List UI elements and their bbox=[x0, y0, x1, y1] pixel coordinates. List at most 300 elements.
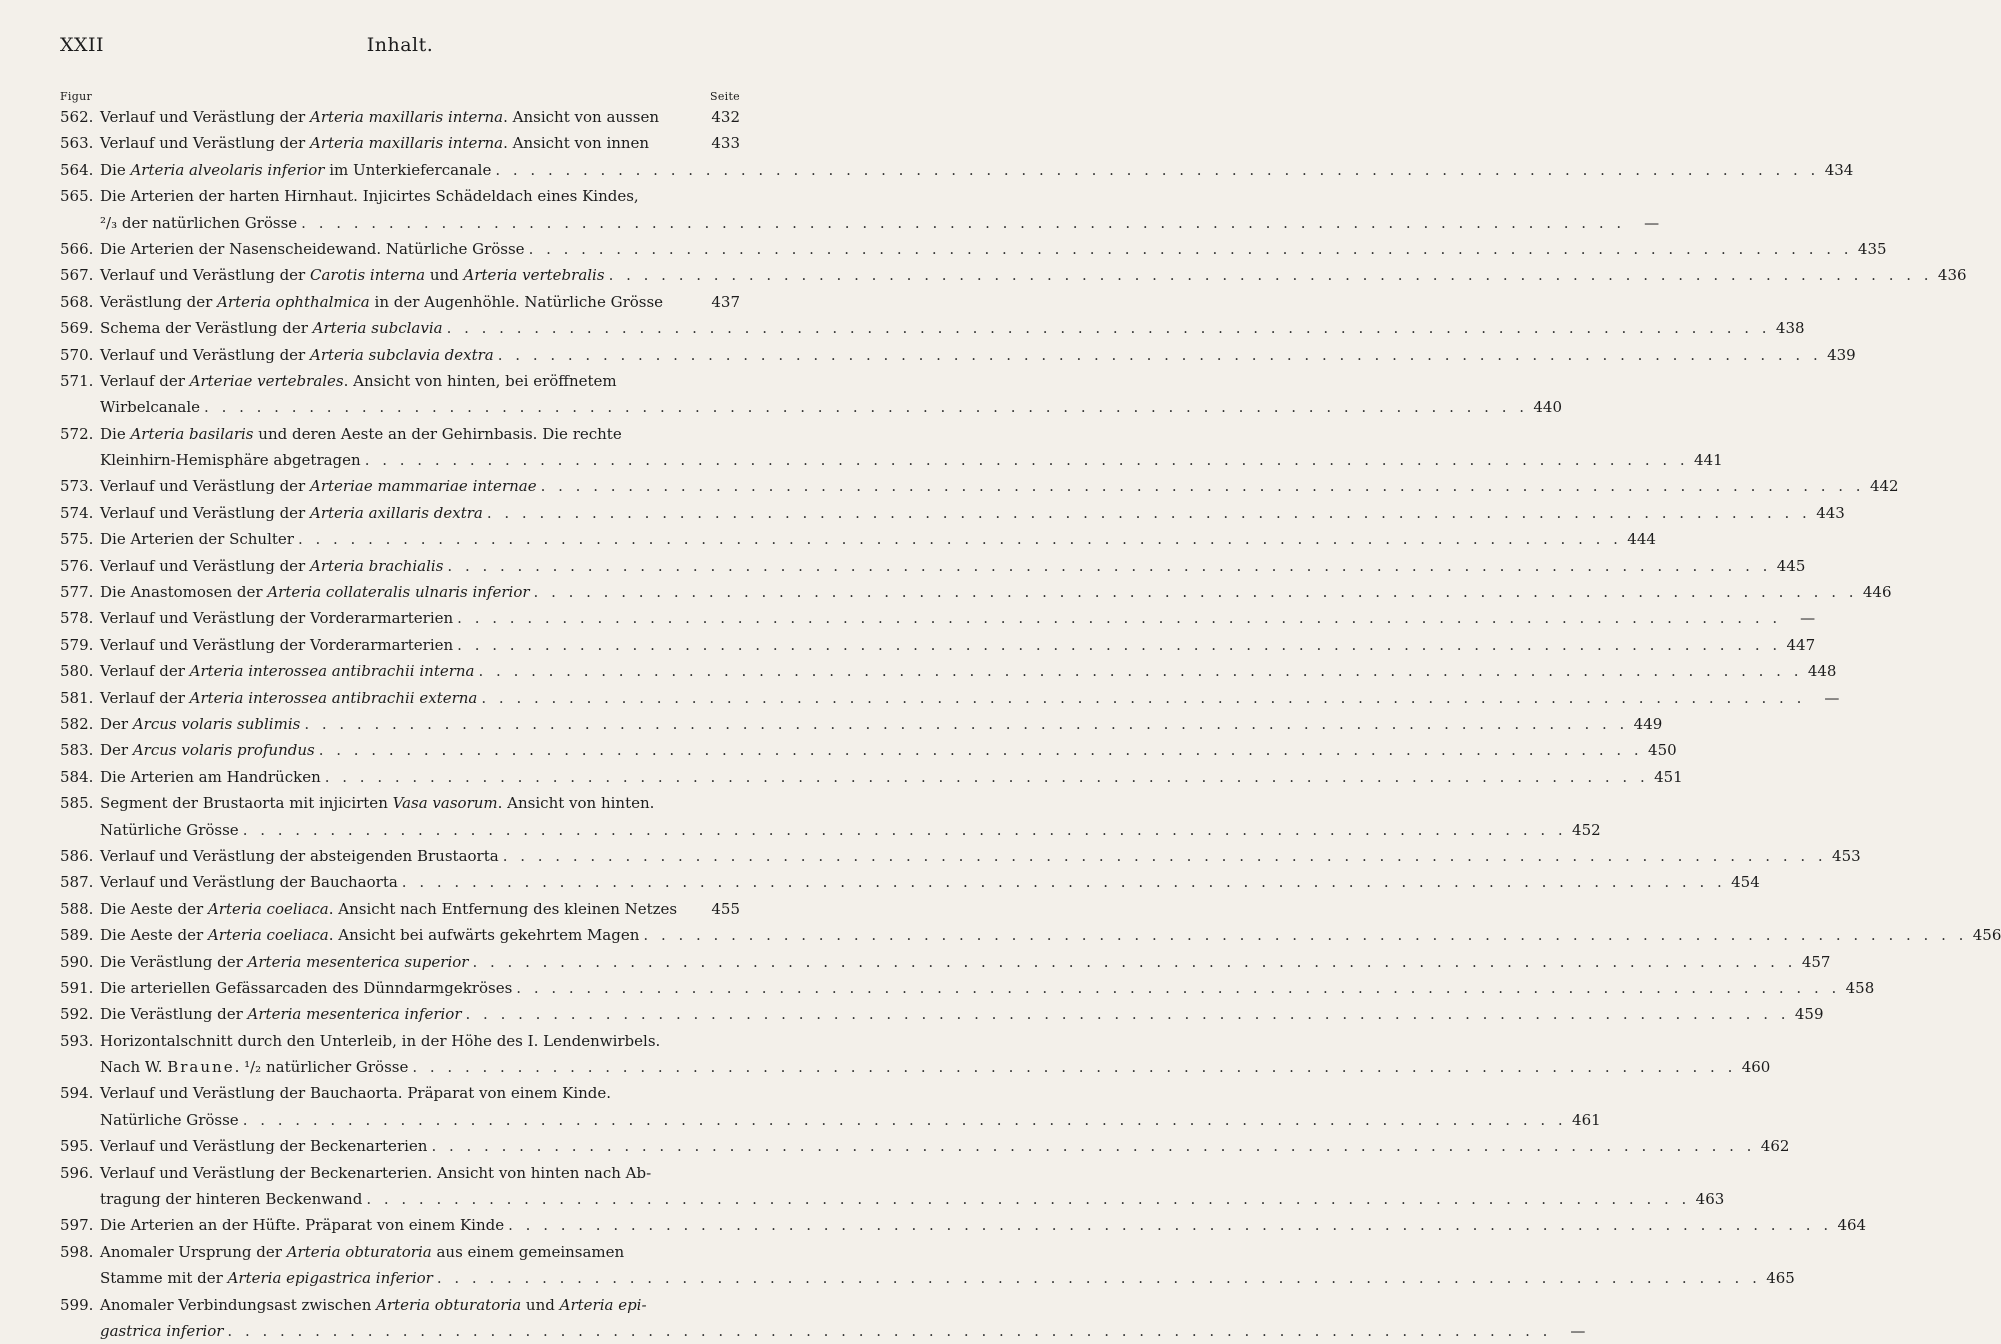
page-reference: 435 bbox=[1857, 239, 1887, 258]
toc-line bbox=[60, 1028, 740, 1054]
figure-caption bbox=[100, 843, 499, 869]
page-number: XXII bbox=[60, 34, 105, 56]
figure-caption bbox=[100, 473, 537, 499]
caption-text: Die Verästlung der bbox=[100, 1005, 248, 1024]
latin-term: gastrica inferior bbox=[100, 1321, 224, 1340]
caption-text: und bbox=[521, 1295, 560, 1314]
caption-text: Verlauf und Verästlung der absteigenden Brustaorta bbox=[100, 846, 499, 865]
figure-caption bbox=[100, 368, 617, 394]
figure-number: 570. bbox=[60, 345, 94, 364]
caption-text: Verlauf und Verästlung der bbox=[100, 345, 310, 364]
page-reference: — bbox=[1570, 1321, 1586, 1340]
page-reference: 439 bbox=[1827, 345, 1856, 364]
figure-caption bbox=[100, 421, 622, 447]
figure-number: 583. bbox=[60, 741, 94, 760]
page-reference: 464 bbox=[1837, 1216, 1867, 1235]
dot-leader bbox=[204, 394, 1528, 420]
caption-text: und deren Aeste an der Gehirnbasis. Die rechte bbox=[253, 424, 622, 443]
figure-caption bbox=[100, 500, 483, 526]
toc-line bbox=[60, 1054, 1771, 1080]
toc-line bbox=[60, 526, 1656, 552]
figure-caption bbox=[100, 447, 361, 473]
toc-entry bbox=[60, 605, 1816, 631]
toc-line bbox=[60, 130, 740, 156]
caption-text: Horizontalschnitt durch den Unterleib, in der Höhe des I. Lendenwirbels. bbox=[100, 1031, 661, 1050]
dot-leader bbox=[503, 843, 1827, 869]
caption-text: Die bbox=[100, 160, 131, 179]
dot-leader bbox=[366, 1186, 1690, 1212]
caption-text: und bbox=[425, 266, 464, 285]
toc-line bbox=[60, 975, 1875, 1001]
latin-term: Arteria interossea antibrachii externa bbox=[189, 688, 478, 707]
figure-caption bbox=[100, 869, 398, 895]
toc-entry bbox=[60, 315, 1805, 341]
figure-number: 582. bbox=[60, 714, 94, 733]
figure-caption bbox=[100, 526, 294, 552]
toc-entry bbox=[60, 975, 1875, 1001]
toc-line bbox=[60, 315, 1805, 341]
dot-leader bbox=[243, 817, 1567, 843]
figure-number: 584. bbox=[60, 767, 94, 786]
toc-line bbox=[60, 896, 740, 922]
caption-text: Verlauf und Verästlung der bbox=[100, 556, 310, 575]
page-title: Inhalt. bbox=[366, 34, 434, 56]
toc-line bbox=[60, 342, 1856, 368]
dot-leader bbox=[437, 1265, 1761, 1291]
toc-entry bbox=[60, 764, 1683, 790]
latin-term: Arteria coeliaca bbox=[207, 899, 329, 918]
page-reference: — bbox=[1644, 213, 1660, 232]
toc-line bbox=[60, 605, 1816, 631]
figure-caption bbox=[100, 342, 494, 368]
caption-text: Die Aeste der bbox=[100, 926, 208, 945]
toc-line bbox=[60, 1107, 1601, 1133]
dot-leader bbox=[457, 632, 1781, 658]
toc-line bbox=[60, 104, 740, 130]
figure-caption bbox=[100, 632, 453, 658]
toc-line bbox=[60, 658, 1837, 684]
figure-caption bbox=[100, 1028, 660, 1054]
latin-term: Arteria maxillaris interna bbox=[310, 134, 504, 153]
caption-text: . Ansicht von innen bbox=[503, 134, 650, 153]
dot-leader bbox=[412, 1054, 1736, 1080]
latin-term: Arteriae mammariae internae bbox=[310, 477, 537, 496]
figure-caption bbox=[100, 737, 315, 763]
figure-caption bbox=[100, 685, 477, 711]
running-head bbox=[60, 34, 740, 64]
toc-entry bbox=[60, 843, 1861, 869]
caption-text: . Ansicht nach Entfernung des kleinen Netzes bbox=[328, 899, 678, 918]
caption-text: . Ansicht von aussen bbox=[503, 108, 659, 126]
figure-caption bbox=[100, 1212, 504, 1238]
latin-term: Arteria obturatoria bbox=[286, 1242, 432, 1261]
caption-text: . ¹/₂ natürlicher Grösse bbox=[234, 1058, 409, 1077]
caption-text: Schema der Verästlung der bbox=[100, 319, 313, 338]
figure-caption bbox=[100, 896, 677, 922]
toc-entry bbox=[60, 1292, 1586, 1344]
latin-term: Arteria mesenterica inferior bbox=[247, 1005, 462, 1024]
page-reference: 462 bbox=[1760, 1137, 1790, 1156]
caption-text: Kleinhirn-Hemisphäre abgetragen bbox=[100, 451, 361, 470]
toc-line bbox=[60, 1186, 1725, 1212]
page-reference: 445 bbox=[1776, 556, 1806, 575]
caption-text: Die Arterien am Handrücken bbox=[100, 767, 321, 786]
figure-number: 598. bbox=[60, 1242, 94, 1261]
latin-term: Arcus volaris profundus bbox=[132, 741, 315, 760]
figure-number: 580. bbox=[60, 662, 94, 681]
toc-entry bbox=[60, 1028, 1771, 1081]
toc-entry bbox=[60, 790, 1601, 843]
toc-line bbox=[60, 394, 1563, 420]
caption-text: Die Verästlung der bbox=[100, 952, 248, 971]
toc-line bbox=[60, 949, 1831, 975]
figure-caption bbox=[100, 949, 468, 975]
toc-entry bbox=[60, 500, 1845, 526]
page-reference: 456 bbox=[1972, 926, 2001, 945]
figure-caption bbox=[100, 1318, 223, 1344]
figure-number: 581. bbox=[60, 688, 94, 707]
figure-caption bbox=[100, 262, 605, 288]
figure-caption bbox=[100, 1107, 239, 1133]
latin-term: Vasa vasorum bbox=[392, 794, 498, 813]
toc-line bbox=[60, 579, 1892, 605]
toc-entry bbox=[60, 1001, 1824, 1027]
caption-text: Anomaler Verbindungsast zwischen bbox=[100, 1295, 377, 1314]
figure-number: 597. bbox=[60, 1216, 94, 1235]
toc-line bbox=[60, 764, 1683, 790]
toc-line bbox=[60, 473, 1899, 499]
page-reference: 449 bbox=[1633, 714, 1663, 733]
page-reference: 451 bbox=[1654, 767, 1683, 786]
caption-text: Die Aeste der bbox=[100, 899, 208, 918]
figure-number: 567. bbox=[60, 266, 94, 285]
toc-line bbox=[60, 1080, 740, 1106]
figure-number: 595. bbox=[60, 1137, 94, 1156]
figure-number: 568. bbox=[60, 292, 94, 311]
toc-line bbox=[60, 1001, 1824, 1027]
figure-caption bbox=[100, 790, 654, 816]
figure-number: 587. bbox=[60, 873, 94, 892]
figure-number: 585. bbox=[60, 794, 94, 813]
figure-number: 571. bbox=[60, 371, 94, 390]
page-reference: 448 bbox=[1807, 662, 1837, 681]
caption-text: Die Arterien der Schulter bbox=[100, 530, 294, 549]
figure-number: 590. bbox=[60, 952, 94, 971]
dot-leader bbox=[508, 1212, 1832, 1238]
dot-leader bbox=[457, 605, 1781, 631]
caption-text: Stamme mit der bbox=[100, 1269, 228, 1288]
caption-text: Verlauf und Verästlung der Vorderarmarterien bbox=[100, 635, 454, 654]
figure-number: 578. bbox=[60, 609, 94, 628]
caption-text: Braune bbox=[167, 1058, 235, 1077]
toc-entry bbox=[60, 1080, 1601, 1133]
figure-number: 591. bbox=[60, 978, 94, 997]
figure-caption bbox=[100, 289, 663, 315]
toc-entry bbox=[60, 896, 740, 922]
figure-number: 599. bbox=[60, 1295, 94, 1314]
toc-entry bbox=[60, 1212, 1867, 1238]
latin-term: Arteria coeliaca bbox=[207, 926, 329, 945]
page-reference: 461 bbox=[1572, 1110, 1601, 1129]
latin-term: Arteria ophthalmica bbox=[217, 292, 370, 311]
latin-term: Carotis interna bbox=[310, 266, 426, 285]
caption-text: Der bbox=[100, 714, 133, 733]
caption-text: Verlauf und Verästlung der bbox=[100, 134, 310, 153]
dot-leader bbox=[481, 685, 1805, 711]
figure-caption bbox=[100, 1239, 624, 1265]
dot-leader bbox=[472, 949, 1796, 975]
figure-number: 564. bbox=[60, 160, 94, 179]
caption-text: Verlauf und Verästlung der Beckenarterien. Ansicht von hinten nach Ab- bbox=[100, 1163, 652, 1182]
figure-number: 573. bbox=[60, 477, 94, 496]
figure-caption bbox=[100, 1080, 611, 1106]
toc-line bbox=[60, 632, 1816, 658]
figure-number: 566. bbox=[60, 239, 94, 258]
dot-leader bbox=[495, 157, 1819, 183]
dot-leader bbox=[447, 315, 1771, 341]
caption-text: Die Arterien der Nasenscheidewand. Natürliche Grösse bbox=[100, 239, 525, 258]
latin-term: Arcus volaris sublimis bbox=[132, 714, 301, 733]
figure-number: 563. bbox=[60, 134, 94, 153]
toc-entry bbox=[60, 1160, 1725, 1213]
caption-text: tragung der hinteren Beckenwand bbox=[100, 1190, 363, 1209]
toc-entry bbox=[60, 632, 1816, 658]
caption-text: . Ansicht bei aufwärts gekehrtem Magen bbox=[328, 926, 640, 945]
toc-line bbox=[60, 183, 740, 209]
figure-caption bbox=[100, 605, 453, 631]
latin-term: Arteria vertebralis bbox=[463, 266, 605, 285]
dot-leader bbox=[227, 1318, 1551, 1344]
figure-number: 577. bbox=[60, 583, 94, 602]
figure-caption bbox=[100, 315, 443, 341]
caption-text: Wirbelcanale bbox=[100, 398, 201, 417]
figure-number: 589. bbox=[60, 926, 94, 945]
caption-text: Der bbox=[100, 741, 133, 760]
latin-term: Arteria epi- bbox=[559, 1295, 647, 1314]
dot-leader bbox=[479, 658, 1803, 684]
toc-line bbox=[60, 553, 1806, 579]
toc-entry bbox=[60, 579, 1892, 605]
page-reference: 443 bbox=[1816, 503, 1845, 522]
page-reference: 440 bbox=[1533, 398, 1563, 417]
toc-entry bbox=[60, 1239, 1795, 1292]
toc-line bbox=[60, 1265, 1795, 1291]
figure-caption bbox=[100, 975, 512, 1001]
toc-entry bbox=[60, 869, 1760, 895]
caption-text: Segment der Brustaorta mit injicirten bbox=[100, 794, 393, 813]
figure-caption bbox=[100, 394, 200, 420]
dot-leader bbox=[325, 764, 1649, 790]
figure-caption bbox=[100, 1054, 408, 1080]
toc-line bbox=[60, 1212, 1867, 1238]
toc-line bbox=[60, 685, 1840, 711]
figure-caption bbox=[100, 1186, 362, 1212]
page-reference: — bbox=[1800, 609, 1816, 628]
caption-text: Die Arterien der harten Hirnhaut. Injicirtes Schädeldach eines Kindes, bbox=[100, 187, 639, 206]
page-reference: 436 bbox=[1937, 266, 1967, 285]
page-reference: 465 bbox=[1766, 1269, 1795, 1288]
page-reference: 460 bbox=[1741, 1058, 1771, 1077]
dot-leader bbox=[609, 262, 1933, 288]
dot-leader bbox=[319, 737, 1643, 763]
toc-line bbox=[60, 843, 1861, 869]
figure-number: 574. bbox=[60, 503, 94, 522]
toc-entry bbox=[60, 157, 1854, 183]
caption-text: Verästlung der bbox=[100, 292, 218, 311]
caption-text: Nach W. bbox=[100, 1058, 168, 1077]
toc-line bbox=[60, 869, 1760, 895]
caption-text: Verlauf der bbox=[100, 662, 190, 681]
caption-text: Verlauf und Verästlung der Vorderarmarterien bbox=[100, 609, 454, 628]
toc-entry bbox=[60, 289, 740, 315]
dot-leader bbox=[304, 711, 1628, 737]
caption-text: Verlauf und Verästlung der bbox=[100, 503, 310, 522]
figure-number: 594. bbox=[60, 1084, 94, 1103]
page-reference: 433 bbox=[711, 134, 740, 153]
caption-text: aus einem gemeinsamen bbox=[431, 1242, 625, 1261]
figure-number: 562. bbox=[60, 108, 94, 126]
dot-leader bbox=[529, 236, 1853, 262]
caption-text: Verlauf und Verästlung der bbox=[100, 477, 310, 496]
latin-term: Arteria subclavia bbox=[312, 319, 443, 338]
figure-caption bbox=[100, 579, 530, 605]
page-reference: 438 bbox=[1775, 319, 1805, 338]
figure-number: 569. bbox=[60, 319, 94, 338]
figure-caption bbox=[100, 236, 525, 262]
toc-entry bbox=[60, 526, 1656, 552]
dot-leader bbox=[301, 210, 1625, 236]
figure-caption bbox=[100, 1292, 647, 1318]
toc-entry bbox=[60, 553, 1806, 579]
dot-leader bbox=[402, 869, 1726, 895]
toc-line bbox=[60, 236, 1887, 262]
figure-number: 593. bbox=[60, 1031, 94, 1050]
toc-line bbox=[60, 817, 1601, 843]
caption-text: Die Arterien an der Hüfte. Präparat von einem Kinde bbox=[100, 1216, 505, 1235]
page-reference: 437 bbox=[711, 292, 740, 311]
page-reference: 446 bbox=[1862, 583, 1892, 602]
caption-text: Anomaler Ursprung der bbox=[100, 1242, 287, 1261]
caption-text: Verlauf der bbox=[100, 371, 190, 390]
dot-leader bbox=[466, 1001, 1790, 1027]
figure-caption bbox=[100, 130, 649, 156]
latin-term: Arteria brachialis bbox=[310, 556, 444, 575]
page-reference: 441 bbox=[1694, 451, 1723, 470]
toc-line bbox=[60, 210, 1660, 236]
toc-line bbox=[60, 157, 1854, 183]
toc-line bbox=[60, 1133, 1790, 1159]
toc-entry bbox=[60, 949, 1831, 975]
toc-entry bbox=[60, 473, 1899, 499]
dot-leader bbox=[243, 1107, 1567, 1133]
toc-entry bbox=[60, 368, 1563, 421]
toc-entry bbox=[60, 1133, 1790, 1159]
toc-entry bbox=[60, 236, 1887, 262]
toc-line bbox=[60, 289, 740, 315]
toc-entry bbox=[60, 737, 1677, 763]
toc-entry bbox=[60, 711, 1663, 737]
dot-leader bbox=[516, 975, 1840, 1001]
toc-line bbox=[60, 421, 740, 447]
figure-caption bbox=[100, 711, 300, 737]
page-reference: 455 bbox=[711, 899, 740, 918]
figure-number: 588. bbox=[60, 899, 94, 918]
caption-text: Verlauf und Verästlung der bbox=[100, 266, 310, 285]
toc-line bbox=[60, 447, 1723, 473]
figure-caption bbox=[100, 553, 443, 579]
page-reference: 434 bbox=[1824, 160, 1854, 179]
figure-caption bbox=[100, 1265, 433, 1291]
table-of-contents bbox=[60, 104, 2001, 1344]
toc-line bbox=[60, 737, 1677, 763]
figure-column-header: Figur bbox=[60, 90, 93, 103]
caption-text: Verlauf und Verästlung der Bauchaorta bbox=[100, 873, 398, 892]
dot-leader bbox=[643, 922, 1967, 948]
page-column-header: Seite bbox=[710, 90, 740, 103]
figure-caption bbox=[100, 1001, 462, 1027]
figure-number: 576. bbox=[60, 556, 94, 575]
latin-term: Arteria subclavia dextra bbox=[310, 345, 494, 364]
toc-line bbox=[60, 922, 2001, 948]
figure-number: 565. bbox=[60, 187, 94, 206]
figure-number: 586. bbox=[60, 846, 94, 865]
caption-text: in der Augenhöhle. Natürliche Grösse bbox=[369, 292, 664, 311]
caption-text: . Ansicht von hinten, bei eröffnetem bbox=[343, 371, 617, 390]
figure-number: 572. bbox=[60, 424, 94, 443]
dot-leader bbox=[487, 500, 1811, 526]
page-reference: 454 bbox=[1731, 873, 1760, 892]
figure-number: 575. bbox=[60, 530, 94, 549]
latin-term: Arteria obturatoria bbox=[376, 1295, 522, 1314]
figure-number: 592. bbox=[60, 1005, 94, 1024]
latin-term: Arteria interossea antibrachii interna bbox=[189, 662, 475, 681]
caption-text: Die arteriellen Gefässarcaden des Dünndarmgekröses bbox=[100, 978, 513, 997]
toc-entry bbox=[60, 421, 1723, 474]
dot-leader bbox=[498, 342, 1822, 368]
dot-leader bbox=[534, 579, 1858, 605]
page-reference: 452 bbox=[1572, 820, 1601, 839]
page-reference: 457 bbox=[1801, 952, 1831, 971]
latin-term: Arteria collateralis ulnaris inferior bbox=[267, 583, 530, 602]
page-reference: 432 bbox=[711, 108, 740, 126]
figure-caption bbox=[100, 104, 659, 130]
toc-line bbox=[60, 790, 740, 816]
figure-caption bbox=[100, 183, 639, 209]
page-reference: 442 bbox=[1869, 477, 1899, 496]
dot-leader bbox=[365, 447, 1689, 473]
figure-number: 596. bbox=[60, 1163, 94, 1182]
page-reference: 459 bbox=[1794, 1005, 1824, 1024]
toc-entry bbox=[60, 130, 740, 156]
caption-text: ²/₃ der natürlichen Grösse bbox=[100, 213, 298, 232]
latin-term: Arteria basilaris bbox=[130, 424, 254, 443]
toc-entry bbox=[60, 922, 2001, 948]
toc-entry bbox=[60, 183, 1660, 236]
caption-text: Natürliche Grösse bbox=[100, 1110, 239, 1129]
caption-text: im Unterkiefercanale bbox=[324, 160, 492, 179]
toc-line bbox=[60, 1318, 1586, 1344]
latin-term: Arteria maxillaris interna bbox=[310, 108, 504, 126]
toc-line bbox=[60, 1160, 740, 1186]
page-reference: — bbox=[1824, 688, 1840, 707]
toc-entry bbox=[60, 685, 1840, 711]
figure-caption bbox=[100, 764, 321, 790]
toc-line bbox=[60, 711, 1663, 737]
dot-leader bbox=[431, 1133, 1755, 1159]
figure-number: 579. bbox=[60, 635, 94, 654]
caption-text: Die Anastomosen der bbox=[100, 583, 268, 602]
page-reference: 453 bbox=[1832, 846, 1861, 865]
